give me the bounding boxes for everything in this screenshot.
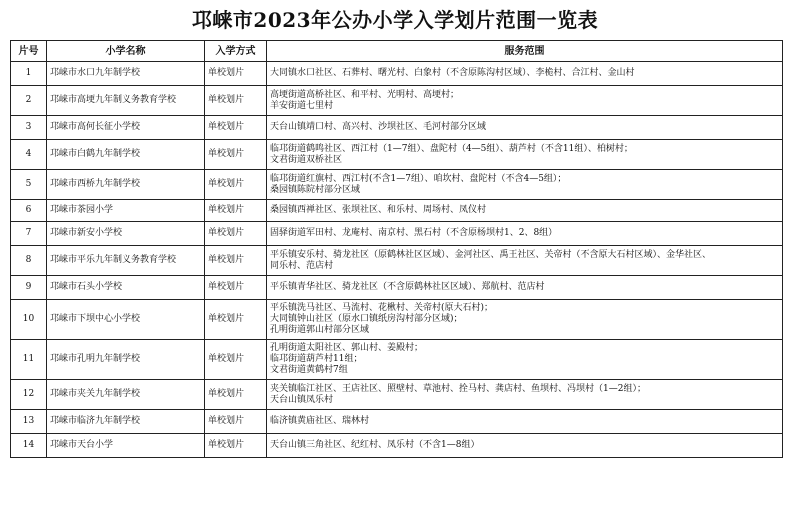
- table-row: [11, 62, 783, 86]
- piece-number-cell: 12: [11, 380, 47, 410]
- enrollment-mode-cell: 单校划片: [205, 380, 267, 410]
- enrollment-mode-cell: 单校划片: [205, 116, 267, 140]
- piece-number-cell: 13: [11, 410, 47, 434]
- table-row: [11, 246, 783, 276]
- enrollment-mode-cell: 单校划片: [205, 86, 267, 116]
- piece-number-cell: 3: [11, 116, 47, 140]
- service-range-cell: 平乐镇青华社区、骑龙社区（不含原鹤林社区区域）、郑航村、范店村: [267, 276, 783, 300]
- piece-number-cell: 7: [11, 222, 47, 246]
- school-name-cell: 邛崃市石头小学校: [47, 276, 205, 300]
- service-range-cell: 固驿街道军田村、龙庵村、南京村、黑石村（不含原杨坝村1、2、8组）: [267, 222, 783, 246]
- school-name-cell: 邛崃市茶园小学: [47, 200, 205, 222]
- table-header-row: [11, 41, 783, 62]
- enrollment-table: [10, 40, 783, 458]
- piece-number-cell: 5: [11, 170, 47, 200]
- service-range-cell: 大同镇水口社区、石葬村、曙光村、白象村（不含原陈沟村区域）、李桅村、合江村、金山村: [267, 62, 783, 86]
- table-body: [11, 62, 783, 458]
- service-range-cell: 天台山镇靖口村、高兴村、沙坝社区、毛河村部分区域: [267, 116, 783, 140]
- service-range-cell: 平乐镇洗马社区、马流村、花楸村、关帝村(原大石村)； 大同镇钟山社区（原水口镇纸房沟村部分区域)； 孔明街道郭山村部分区域: [267, 300, 783, 340]
- table-row: [11, 340, 783, 380]
- school-name-cell: 邛崃市西桥九年制学校: [47, 170, 205, 200]
- enrollment-mode-cell: 单校划片: [205, 62, 267, 86]
- enrollment-mode-cell: 单校划片: [205, 200, 267, 222]
- service-range-cell: 夹关镇临江社区、王店社区、照壁村、草池村、拴马村、龚店村、鱼坝村、冯坝村（1—2组）； 天台山镇凤乐村: [267, 380, 783, 410]
- enrollment-mode-cell: 单校划片: [205, 170, 267, 200]
- page-title: 邛崃市2023年公办小学入学划片范围一览表: [191, 8, 599, 32]
- table-row: [11, 140, 783, 170]
- school-name-cell: 邛崃市夹关九年制学校: [47, 380, 205, 410]
- school-name-cell: 邛崃市下坝中心小学校: [47, 300, 205, 340]
- enrollment-mode-cell: 单校划片: [205, 276, 267, 300]
- piece-number-cell: 2: [11, 86, 47, 116]
- enrollment-mode-cell: 单校划片: [205, 410, 267, 434]
- enrollment-mode-cell: 单校划片: [205, 434, 267, 458]
- table-row: [11, 200, 783, 222]
- piece-number-cell: 4: [11, 140, 47, 170]
- school-name-cell: 邛崃市新安小学校: [47, 222, 205, 246]
- school-name-cell: 邛崃市临济九年制学校: [47, 410, 205, 434]
- header-service-range: 服务范围: [267, 41, 783, 62]
- enrollment-mode-cell: 单校划片: [205, 140, 267, 170]
- header-enrollment-mode: 入学方式: [205, 41, 267, 62]
- enrollment-mode-cell: 单校划片: [205, 340, 267, 380]
- piece-number-cell: 1: [11, 62, 47, 86]
- service-range-cell: 高埂街道高桥社区、和平村、光明村、高埂村； 羊安街道七里村: [267, 86, 783, 116]
- table-row: [11, 222, 783, 246]
- service-range-cell: 平乐镇安乐村、骑龙社区（原鹤林社区区域）、金河社区、禹王社区、关帝村（不含原大石村区域）、金华社区、 同乐村、范店村: [267, 246, 783, 276]
- school-name-cell: 邛崃市水口九年制学校: [47, 62, 205, 86]
- enrollment-mode-cell: 单校划片: [205, 222, 267, 246]
- table-row: [11, 434, 783, 458]
- school-name-cell: 邛崃市天台小学: [47, 434, 205, 458]
- service-range-cell: 临济镇黄庙社区、瑞林村: [267, 410, 783, 434]
- enrollment-mode-cell: 单校划片: [205, 246, 267, 276]
- school-name-cell: 邛崃市白鹤九年制学校: [47, 140, 205, 170]
- piece-number-cell: 8: [11, 246, 47, 276]
- enrollment-mode-cell: 单校划片: [205, 300, 267, 340]
- school-name-cell: 邛崃市平乐九年制义务教育学校: [47, 246, 205, 276]
- service-range-cell: 临邛街道红旗村、西江村(不含1—7组）、咱坎村、盘陀村（不含4—5组）； 桑园镇陈院村部分区域: [267, 170, 783, 200]
- service-range-cell: 天台山镇三角社区、纪红村、凤乐村（不含1—8组）: [267, 434, 783, 458]
- table-row: [11, 170, 783, 200]
- piece-number-cell: 11: [11, 340, 47, 380]
- table-row: [11, 276, 783, 300]
- service-range-cell: 临邛街道鹤鸣社区、西江村（1—7组）、盘陀村（4—5组）、葫芦村（不含11组）、柏树村； 文君街道双桥社区: [267, 140, 783, 170]
- table-row: [11, 300, 783, 340]
- piece-number-cell: 9: [11, 276, 47, 300]
- school-name-cell: 邛崃市高何长征小学校: [47, 116, 205, 140]
- table-row: [11, 116, 783, 140]
- table-row: [11, 86, 783, 116]
- school-name-cell: 邛崃市高埂九年制义务教育学校: [47, 86, 205, 116]
- header-school-name: 小学名称: [47, 41, 205, 62]
- piece-number-cell: 10: [11, 300, 47, 340]
- header-piece-number: 片号: [11, 41, 47, 62]
- school-name-cell: 邛崃市孔明九年制学校: [47, 340, 205, 380]
- table-row: [11, 410, 783, 434]
- service-range-cell: 桑园镇西禅社区、张坝社区、和乐村、周场村、凤仪村: [267, 200, 783, 222]
- service-range-cell: 孔明街道太阳社区、郭山村、姜殿村； 临邛街道葫芦村11组； 文君街道黄鹤村7组: [267, 340, 783, 380]
- piece-number-cell: 14: [11, 434, 47, 458]
- piece-number-cell: 6: [11, 200, 47, 222]
- table-row: [11, 380, 783, 410]
